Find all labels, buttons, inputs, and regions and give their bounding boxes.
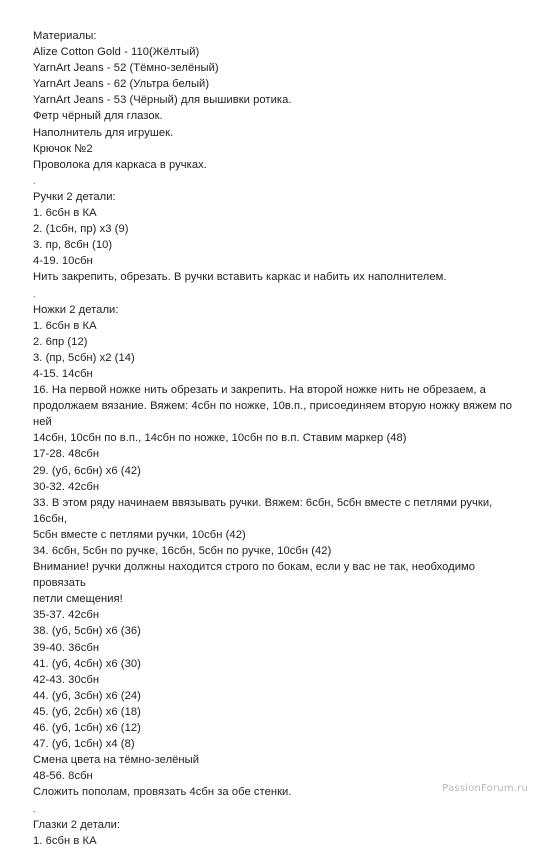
text-line: Крючок №2 bbox=[33, 142, 93, 155]
text-line: Наполнитель для игрушек. bbox=[33, 126, 174, 139]
text-line: петли смещения! bbox=[33, 593, 123, 606]
text-line: 1. 6сбн в КА bbox=[33, 319, 97, 332]
separator-dot: . bbox=[33, 175, 36, 186]
text-line: 14сбн, 10сбн по в.п., 14сбн по ножке, 10сбн по в.п. Ставим маркер (48) bbox=[33, 432, 407, 445]
text-line: 34. 6сбн, 5сбн по ручке, 16сбн, 5сбн по ручке, 10сбн (42) bbox=[33, 545, 332, 557]
text-line: 48-56. 8сбн bbox=[33, 770, 93, 783]
text-line: 47. (уб, 1сбн) х4 (8) bbox=[33, 738, 135, 751]
text-line: 45. (уб, 2сбн) х6 (18) bbox=[33, 705, 141, 718]
text-line: 3. (пр, 5сбн) х2 (14) bbox=[33, 351, 135, 364]
text-line: 1. 6сбн в КА bbox=[33, 834, 97, 847]
text-line: YarnArt Jeans - 62 (Ультра белый) bbox=[33, 78, 210, 91]
text-line: 2. (1сбн, пр) х3 (9) bbox=[33, 223, 129, 236]
text-line: 2. 6пр (12) bbox=[33, 335, 88, 348]
text-line: Сложить пополам, провязать 4сбн за обе стенки. bbox=[33, 786, 292, 799]
text-line: Проволока для каркаса в ручках. bbox=[33, 158, 207, 171]
text-line: Глазки 2 детали: bbox=[33, 818, 121, 831]
text-line: 39-40. 36сбн bbox=[33, 641, 100, 654]
text-line: продолжаем вязание. Вяжем: 4сбн по ножке, 10в.п., присоединяем вторую ножку вяжем по ней bbox=[33, 400, 516, 429]
text-line: 41. (уб, 4сбн) х6 (30) bbox=[33, 657, 141, 670]
text-line: Фетр чёрный для глазок. bbox=[33, 110, 163, 123]
text-line: 38. (уб, 5сбн) х6 (36) bbox=[33, 625, 141, 638]
watermark: PassionForum.ru bbox=[442, 783, 528, 794]
text-line: 33. В этом ряду начинаем ввязывать ручки. Вяжем: 6сбн, 5сбн вместе с петлями ручки, 16сбн, bbox=[33, 496, 496, 525]
text-line: 29. (уб, 6сбн) х6 (42) bbox=[33, 464, 141, 477]
separator-dot: . bbox=[33, 288, 36, 299]
text-line: Материалы: bbox=[33, 30, 97, 42]
text-line: Alize Cotton Gold - 110(Жёлтый) bbox=[33, 46, 200, 59]
text-line: 42-43. 30сбн bbox=[33, 673, 100, 686]
text-line: Внимание! ручки должны находится строго по бокам, если у вас не так, необходимо провязать bbox=[33, 561, 479, 590]
text-line: 3. пр, 8сбн (10) bbox=[33, 239, 113, 252]
text-line: YarnArt Jeans - 52 (Тёмно-зелёный) bbox=[33, 62, 219, 75]
text-line: 4-15. 14сбн bbox=[33, 367, 93, 380]
text-line: 4-19. 10сбн bbox=[33, 255, 93, 268]
document-body bbox=[33, 28, 528, 849]
text-line: 1. 6сбн в КА bbox=[33, 207, 97, 220]
text-line: 44. (уб, 3сбн) х6 (24) bbox=[33, 689, 141, 702]
text-line: 5сбн вместе с петлями ручки, 10сбн (42) bbox=[33, 528, 246, 541]
separator-dot: . bbox=[33, 803, 36, 814]
text-line: 35-37. 42сбн bbox=[33, 609, 100, 622]
text-line: 17-28. 48сбн bbox=[33, 448, 100, 461]
text-line: Ручки 2 детали: bbox=[33, 190, 116, 203]
text-line: YarnArt Jeans - 53 (Чёрный) для вышивки ротика. bbox=[33, 94, 292, 107]
text-line: Нить закрепить, обрезать. В ручки вставить каркас и набить их наполнителем. bbox=[33, 271, 447, 284]
text-line: Ножки 2 детали: bbox=[33, 303, 119, 316]
text-line: 16. На первой ножке нить обрезать и закрепить. На второй ножке нить не обрезаем, а bbox=[33, 384, 486, 397]
text-line: Смена цвета на тёмно-зелёный bbox=[33, 754, 200, 767]
text-line: 30-32. 42сбн bbox=[33, 480, 100, 493]
text-line: 46. (уб, 1сбн) х6 (12) bbox=[33, 722, 141, 735]
